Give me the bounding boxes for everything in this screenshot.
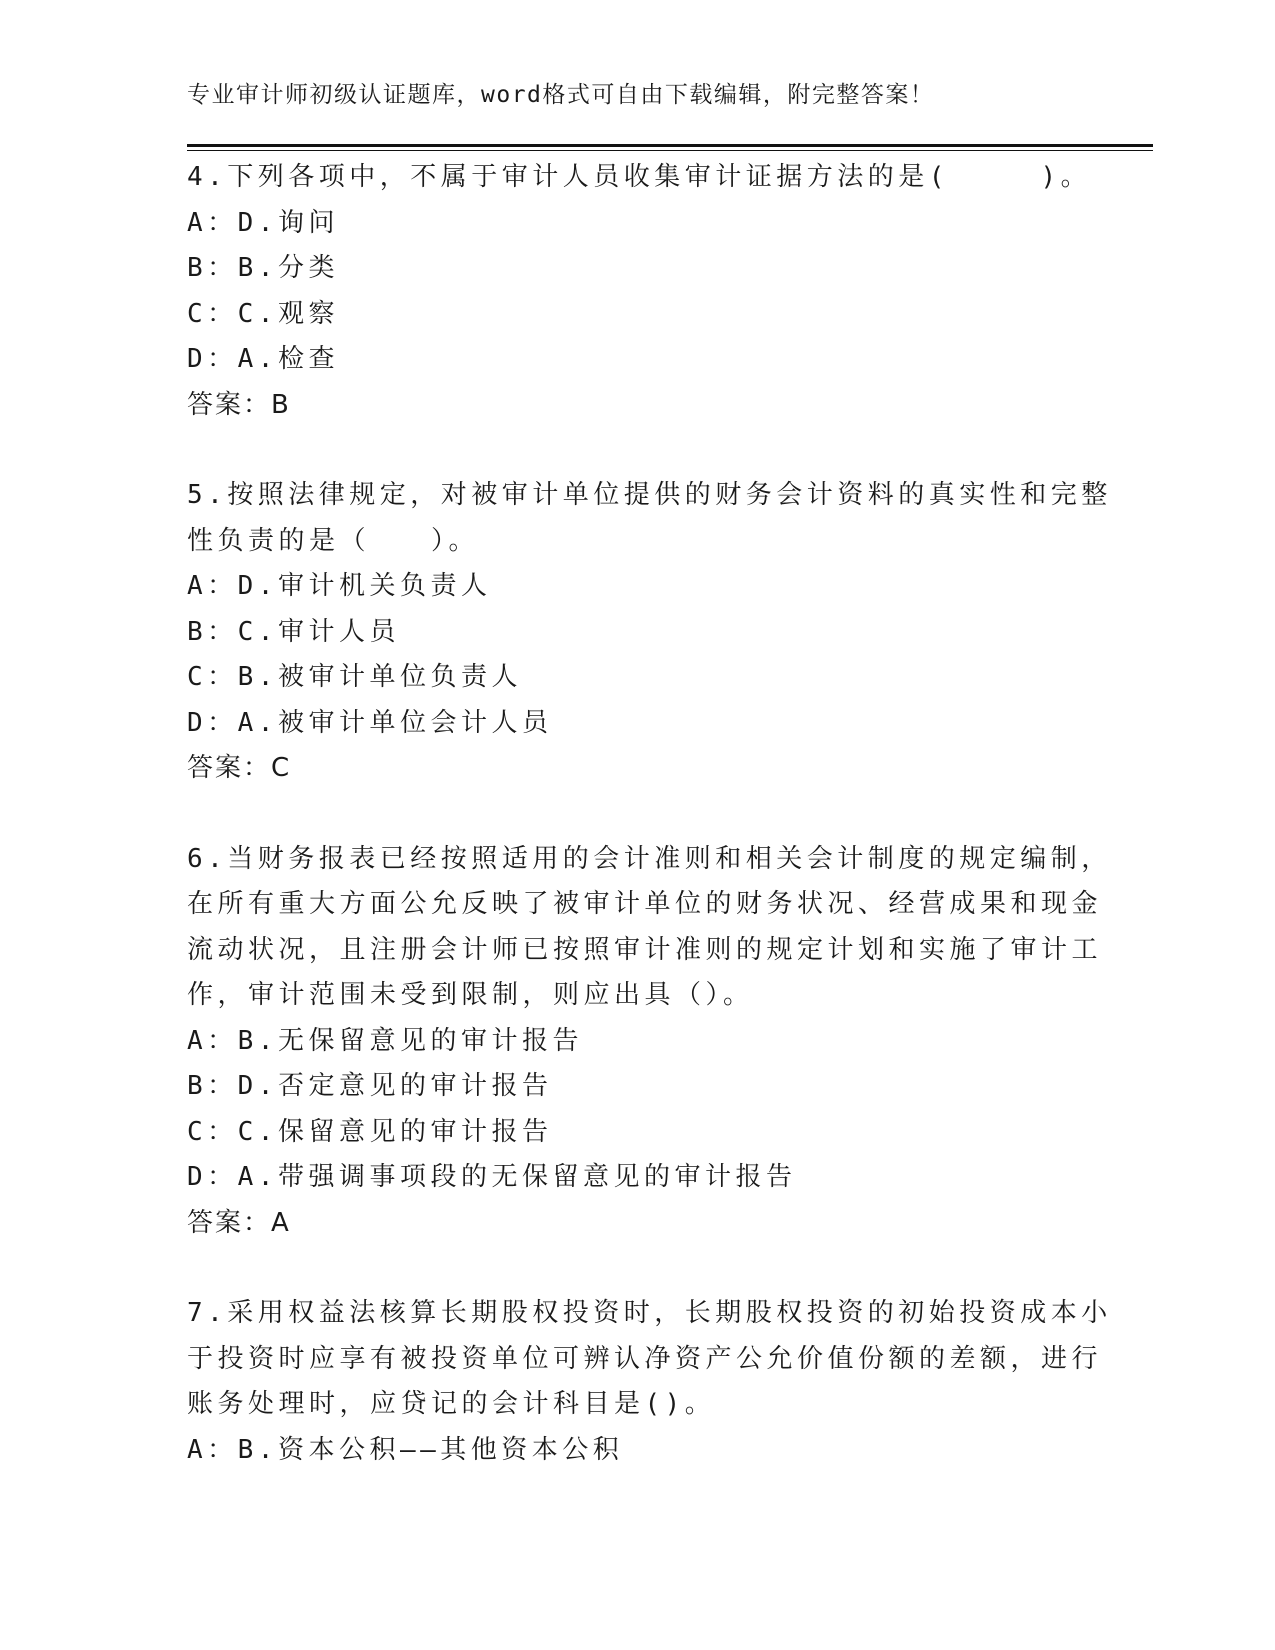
spacer <box>187 792 1087 837</box>
option-b: B：B.分类 <box>187 253 339 283</box>
answer: 答案：B <box>187 389 291 420</box>
question-5 <box>187 473 1112 792</box>
question-6 <box>187 837 1112 1247</box>
option-b: B：D.否定意见的审计报告 <box>187 1071 553 1101</box>
option-c: C：B.被审计单位负责人 <box>187 662 522 692</box>
option-a: A：D.询问 <box>187 207 339 238</box>
header-rule-thick <box>187 144 1153 147</box>
question-stem: 4.下列各项中，不属于审计人员收集审计证据方法的是( )。 <box>187 162 1092 192</box>
question-stem: 性负责的是（ ）。 <box>187 525 480 556</box>
page-header: 专业审计师初级认证题库，word格式可自由下载编辑，附完整答案！ <box>187 82 935 108</box>
question-list <box>187 155 1112 1473</box>
option-b: B：C.审计人员 <box>187 616 400 647</box>
question-stem: 5.按照法律规定，对被审计单位提供的财务会计资料的真实性和完整 <box>187 480 1112 510</box>
answer: 答案：C <box>187 753 292 783</box>
option-a: A：D.审计机关负责人 <box>187 571 492 601</box>
question-4 <box>187 155 1092 428</box>
question-stem: 流动状况，且注册会计师已按照审计准则的规定计划和实施了审计工 <box>187 934 1103 965</box>
option-c: C：C.观察 <box>187 298 339 329</box>
question-7 <box>187 1291 1112 1473</box>
option-a: A：B.无保留意见的审计报告 <box>187 1025 583 1056</box>
question-stem: 6.当财务报表已经按照适用的会计准则和相关会计制度的规定编制， <box>187 843 1112 874</box>
header-rule-thin <box>187 150 1153 151</box>
answer: 答案：A <box>187 1207 291 1238</box>
question-stem: 作，审计范围未受到限制，则应出具（）。 <box>187 980 754 1010</box>
spacer <box>187 1246 1087 1291</box>
question-stem: 在所有重大方面公允反映了被审计单位的财务状况、经营成果和现金 <box>187 889 1103 919</box>
option-d: D：A.被审计单位会计人员 <box>187 707 553 738</box>
option-d: D：A.检查 <box>187 344 339 374</box>
spacer <box>187 428 1087 473</box>
question-stem: 7.采用权益法核算长期股权投资时，长期股权投资的初始投资成本小 <box>187 1298 1112 1328</box>
option-a: A：B.资本公积——其他资本公积 <box>187 1434 624 1465</box>
question-stem: 于投资时应享有被投资单位可辨认净资产公允价值份额的差额，进行 <box>187 1343 1103 1374</box>
option-d: D：A.带强调事项段的无保留意见的审计报告 <box>187 1162 797 1192</box>
option-c: C：C.保留意见的审计报告 <box>187 1116 553 1147</box>
question-stem: 账务处理时，应贷记的会计科目是()。 <box>187 1389 716 1419</box>
